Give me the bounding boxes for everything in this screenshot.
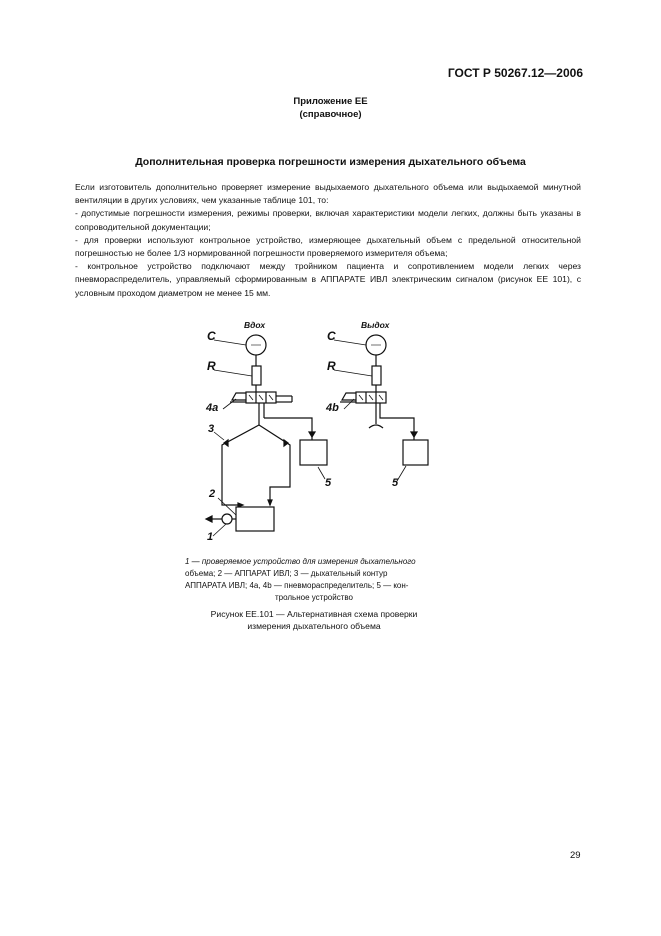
appendix-header (0, 95, 661, 121)
ventilator-box (236, 507, 274, 531)
legend-line-3: АППАРАТА ИВЛ; 4а, 4b — пневмораспределитель; 5 — кон- (185, 581, 409, 590)
label-2: 2 (209, 488, 216, 500)
resistor-right (372, 366, 381, 385)
label-4b: 4b (326, 402, 339, 414)
label-5-left: 5 (325, 477, 332, 489)
paragraph-1 (75, 181, 581, 207)
paragraph-2: - допустимые погрешности измерения, режимы проверки, включая характеристики модели легких, должны быть указаны в сопроводительной документации; (75, 208, 581, 232)
control-device-right (403, 440, 428, 465)
figure-caption (185, 608, 443, 632)
label-inhale: Вдох (244, 320, 266, 330)
paragraph-1-text: Если изготовитель дополнительно проверяет измерение выдыхаемого дыхательного объема или выдыхаемой минутной вентиляции в других условиях, чем указанные таблице 101, то: (75, 182, 581, 206)
paragraph-3: - для проверки используют контрольное устройство, измеряющее дыхательный объем с предельной относительной погрешностью не более 1/3 нормированной погрешности проверяемого измерителя объема; (75, 234, 581, 259)
gauge-right (366, 335, 386, 355)
legend-line-4: трольное устройство (275, 593, 353, 602)
label-5-right: 5 (392, 477, 399, 489)
label-c-left: C (207, 329, 216, 343)
resistor-left (252, 366, 261, 385)
control-device-left (300, 440, 327, 465)
label-r-right: R (327, 359, 336, 373)
appendix-subtitle: (справочное) (299, 109, 362, 120)
page-number: 29 (570, 850, 581, 861)
body-text (75, 181, 581, 300)
label-r-left: R (207, 359, 216, 373)
label-exhale: Выдох (361, 320, 390, 330)
paragraph-4: - контрольное устройство подключают между тройником пациента и сопротивлением модели легких через пневмораспределитель, управляемый сформированным в АППАРАТЕ ИВЛ электрическим сигналом (рисунок ЕЕ 101), с условным проходом диаметром не менее 15 мм. (75, 261, 581, 298)
section-heading: Дополнительная проверка погрешности измерения дыхательного объема (135, 156, 526, 168)
label-4a: 4а (206, 402, 219, 414)
legend-line-2: объема; 2 — АППАРАТ ИВЛ; 3 — дыхательный контур (185, 569, 388, 578)
legend-line-1: 1 — проверяемое устройство для измерения дыхательного (185, 557, 416, 566)
label-1: 1 (207, 531, 214, 543)
appendix-title: Приложение ЕЕ (293, 96, 368, 107)
valve-4b (356, 392, 386, 403)
label-c-right: C (327, 329, 336, 343)
valve-4a (246, 392, 276, 403)
measuring-device (222, 514, 232, 524)
figure-legend (185, 556, 443, 604)
gauge-left (246, 335, 266, 355)
label-3: 3 (208, 423, 215, 435)
caption-line-2: измерения дыхательного объема (247, 621, 381, 631)
caption-line-1: Рисунок ЕЕ.101 — Альтернативная схема проверки (210, 609, 418, 619)
document-code: ГОСТ Р 50267.12—2006 (447, 66, 583, 80)
